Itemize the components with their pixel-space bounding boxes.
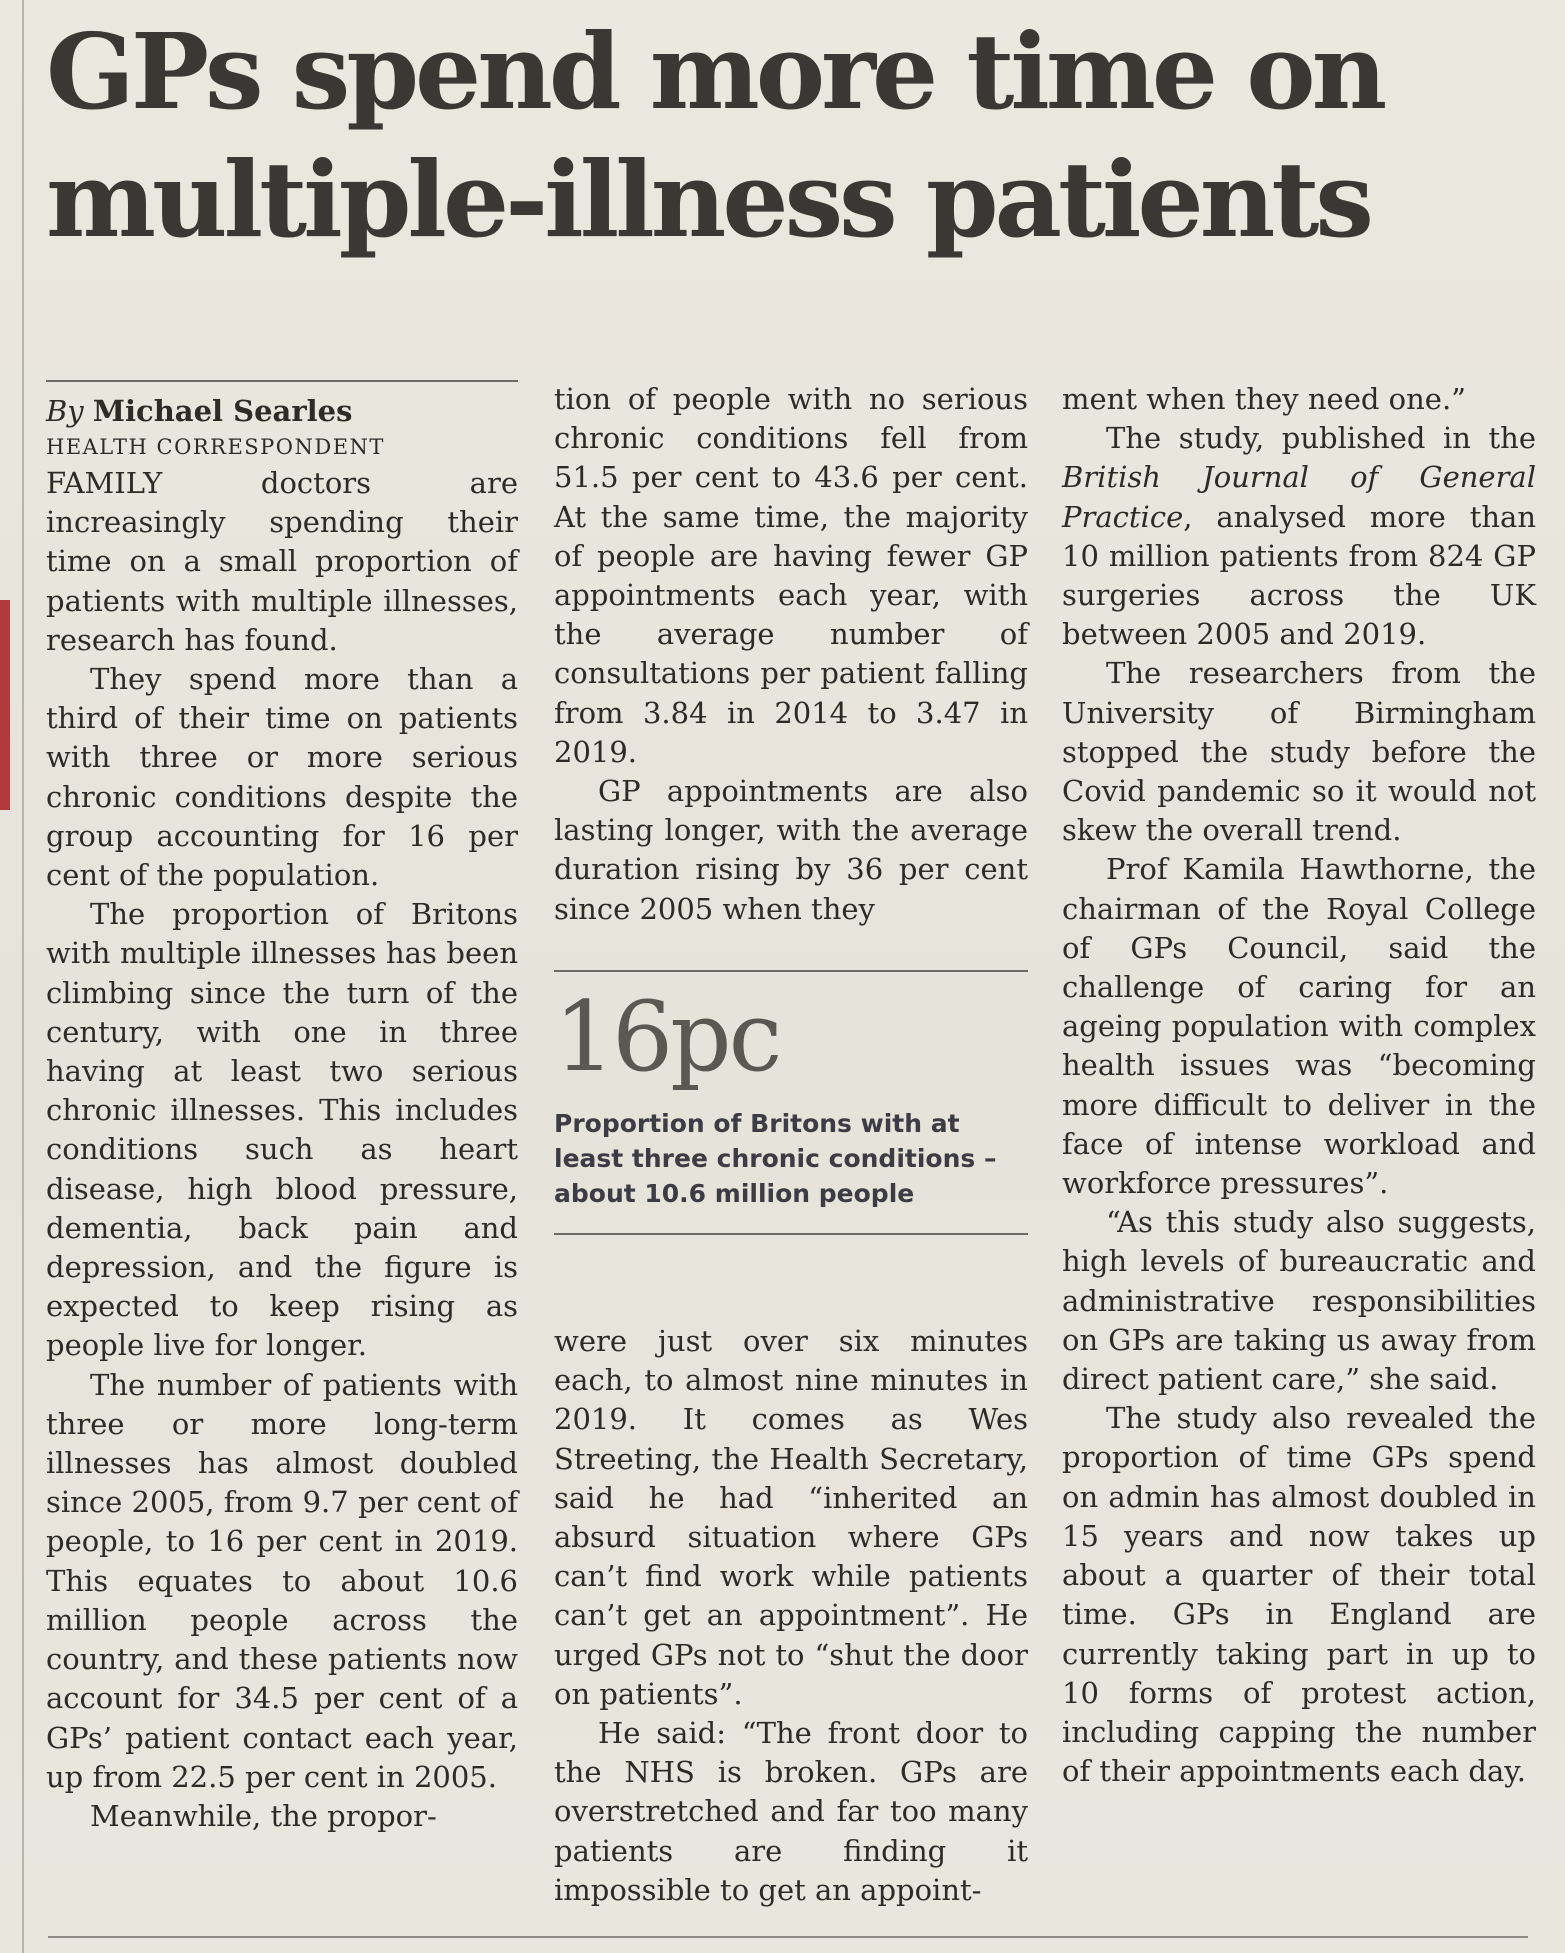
author-role: HEALTH CORRESPONDENT xyxy=(46,435,385,459)
paragraph: Prof Kamila Hawthorne, the chairman of the Royal College of GPs Council, said the challenge of caring for an ageing population with complex health issues was “becoming more difficult to deliver in the face of intense workload and workforce pressures”. xyxy=(1062,852,1536,1201)
adjacent-page-red-mark xyxy=(0,600,10,810)
paragraph: The researchers from the University of Birmingham stopped the study before the Covid pandemic so it would not skew the overall trend. xyxy=(1062,656,1536,848)
paragraph: The number of patients with three or more long-term illnesses has almost doubled since 2005, from 9.7 per cent of people, to 16 per cent in 2019. This equates to about 10.6 million people across the country, and these patients now account for 34.5 per cent of a GPs’ patient contact each year, up from 22.5 per cent in 2005. xyxy=(46,1367,518,1794)
headline-line-1: GPs spend more time on xyxy=(46,10,1384,133)
paragraph: were just over six minutes each, to almost nine minutes in 2019. It comes as Wes Streeting, the Health Secretary, said he had “inherited an absurd situation where GPs can’t find work while patients can’t get an appointment”. He urged GPs not to “shut the door on patients”. xyxy=(554,1324,1028,1711)
article-column-2-bottom xyxy=(554,1322,1028,1910)
pull-quote-box xyxy=(554,970,1028,1235)
byline-rule xyxy=(46,380,518,382)
pull-quote-figure: 16pc xyxy=(554,981,780,1093)
paragraph: GP appointments are also lasting longer, with the average duration rising by 36 per cent since 2005 when they xyxy=(554,774,1028,926)
article-column-2-top xyxy=(554,380,1028,929)
byline-prefix: By xyxy=(46,394,84,428)
journal-title: British Journal of General Practice xyxy=(1062,460,1536,534)
article-column-3 xyxy=(1062,380,1536,1791)
paragraph xyxy=(1062,419,1536,654)
paragraph-text: The study, published in the xyxy=(1106,421,1536,456)
headline xyxy=(46,8,1546,264)
byline xyxy=(46,392,518,430)
paragraph-text: , analysed more than 10 million patients from 824 GP surgeries across the UK between 2005 and 2019. xyxy=(1062,499,1536,652)
fold-line xyxy=(22,0,24,1953)
paragraph: Meanwhile, the propor- xyxy=(90,1798,437,1833)
paragraph: The proportion of Britons with multiple illnesses has been climbing since the turn of the century, with one in three having at least two serious chronic illnesses. This includes conditions such as heart disease, high blood pressure, dementia, back pain and depression, and the figure is expected to keep rising as people live for longer. xyxy=(46,897,518,1363)
paragraph: The study also revealed the proportion of time GPs spend on admin has almost doubled in 15 years and now takes up about a quarter of their total time. GPs in England are currently taking part in up to 10 forms of protest action, including capping the number of their appointments each day. xyxy=(1062,1401,1536,1789)
pull-quote-caption: Proportion of Britons with at least three chronic conditions – about 10.6 million people xyxy=(554,1109,997,1208)
headline-line-2: multiple-illness patients xyxy=(46,138,1370,261)
page-bottom-rule xyxy=(48,1936,1528,1938)
author-name: Michael Searles xyxy=(92,394,353,428)
paragraph: “As this study also suggests, high levels of bureaucratic and administrative responsibilities on GPs are taking us away from direct patient care,” she said. xyxy=(1062,1205,1536,1397)
article-column-1 xyxy=(46,380,518,1836)
paragraph: FAMILY doctors are increasingly spending their time on a small proportion of patients with multiple illnesses, research has found. xyxy=(46,466,518,657)
paragraph: They spend more than a third of their time on patients with three or more serious chronic conditions despite the group accounting for 16 per cent of the population. xyxy=(46,662,518,893)
paragraph: He said: “The front door to the NHS is broken. GPs are overstretched and far too many patients are finding it impossible to get an appoint- xyxy=(554,1716,1028,1907)
paragraph: tion of people with no serious chronic conditions fell from 51.5 per cent to 43.6 per cent. At the same time, the majority of people are having fewer GP appointments each year, with the average number of consultations per patient falling from 3.84 in 2014 to 3.47 in 2019. xyxy=(554,382,1028,769)
paragraph: ment when they need one.” xyxy=(1062,382,1466,416)
